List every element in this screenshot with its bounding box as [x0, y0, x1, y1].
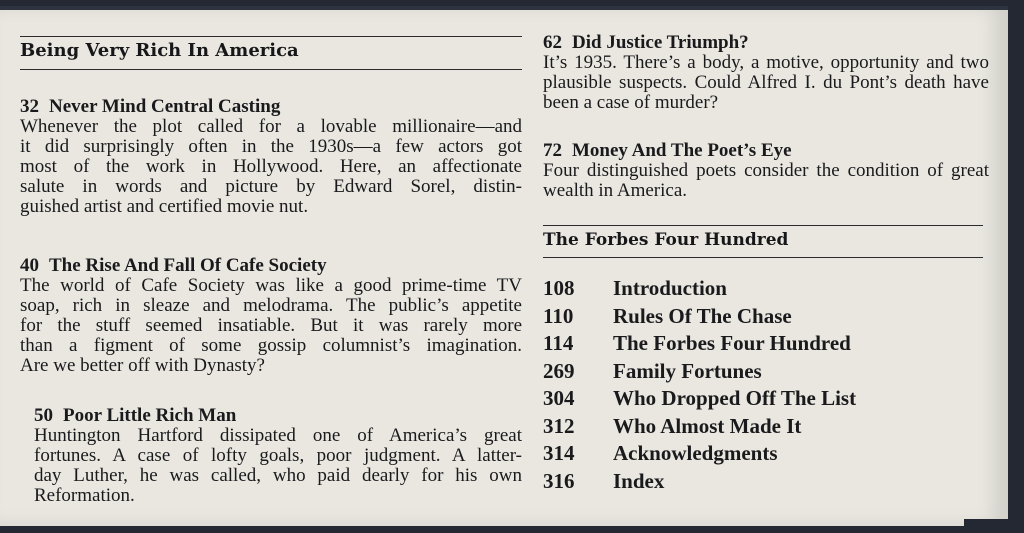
article-page-number: 72 [543, 140, 562, 161]
article-title [543, 33, 989, 53]
article-text-line: Reformation. [34, 485, 135, 506]
toc-row [543, 358, 762, 384]
toc-row [543, 275, 727, 301]
toc-title: Who Dropped Off The List [613, 386, 857, 410]
article-text-line: for the stuff seemed insatiable. But it was rarely more [20, 315, 522, 336]
toc-page-number: 314 [543, 441, 575, 465]
magazine-page [0, 6, 1008, 526]
toc-page-number: 316 [543, 469, 575, 493]
article-40 [20, 256, 522, 376]
article-text-line: fortunes. A case of lofty goals, poor judgment. A latter- [34, 445, 522, 466]
toc-row [543, 303, 792, 329]
toc-page-number: 304 [543, 386, 575, 410]
article-text-line: than a figment of some gossip columnist’s imagination. [20, 335, 522, 356]
article-text-line: Are we better off with Dynasty? [20, 355, 265, 376]
article-page-number: 50 [34, 405, 53, 426]
top-border [0, 6, 1008, 10]
toc-page-number: 114 [543, 331, 574, 355]
section-title-forbes-400: The Forbes Four Hundred [543, 230, 789, 250]
section-title-being-very-rich: Being Very Rich In America [20, 40, 299, 61]
article-title [20, 256, 522, 276]
article-62 [543, 33, 989, 113]
article-page-number: 62 [543, 32, 562, 53]
section-rule-top [20, 36, 522, 37]
article-text-line: most of the work in Hollywood. Here, an affectionate [20, 156, 522, 177]
article-72 [543, 141, 989, 201]
article-50 [34, 406, 522, 506]
article-text-line: it did surprisingly often in the 1930s—a few actors got [20, 136, 522, 157]
article-text-line: guished artist and certified movie nut. [20, 196, 309, 217]
toc-row [543, 330, 851, 356]
article-title [34, 406, 522, 426]
article-title [20, 97, 522, 117]
toc-page-number: 110 [543, 304, 574, 328]
article-text-line: soap, rich in sleaze and melodrama. The public’s appetite [20, 295, 522, 316]
article-text-line: wealth in America. [543, 180, 688, 201]
toc-title: The Forbes Four Hundred [613, 331, 851, 355]
article-heading: Money And The Poet’s Eye [572, 140, 792, 161]
toc-title: Who Almost Made It [613, 414, 802, 438]
article-heading: Never Mind Central Casting [49, 96, 281, 117]
toc-title: Acknowledgments [613, 441, 778, 465]
article-text-line: been a case of murder? [543, 92, 719, 113]
section-rule-top [543, 225, 983, 226]
section-rule-bottom [543, 257, 983, 258]
toc-page-number: 312 [543, 414, 575, 438]
article-text-line: salute in words and picture by Edward Sorel, distin- [20, 176, 522, 197]
section-rule-bottom [20, 69, 522, 70]
article-text-line: Four distinguished poets consider the condition of great [543, 160, 989, 181]
article-title [543, 141, 989, 161]
toc-title: Rules Of The Chase [613, 304, 792, 328]
toc-title: Introduction [613, 276, 727, 300]
article-text-line: The world of Cafe Society was like a good prime-time TV [20, 275, 522, 296]
article-heading: Did Justice Triumph? [572, 32, 749, 53]
article-heading: Poor Little Rich Man [63, 405, 237, 426]
toc-page-number: 269 [543, 359, 575, 383]
article-32 [20, 97, 522, 217]
toc-row [543, 413, 801, 439]
toc-title: Index [613, 469, 665, 493]
page-edge-shadow [964, 519, 1024, 533]
article-text-line: Huntington Hartford dissipated one of America’s great [34, 425, 522, 446]
toc-row [543, 385, 856, 411]
article-text-line: Whenever the plot called for a lovable millionaire—and [20, 116, 522, 137]
toc-page-number: 108 [543, 276, 575, 300]
toc-row [543, 440, 778, 466]
toc-title: Family Fortunes [613, 359, 762, 383]
article-heading: The Rise And Fall Of Cafe Society [49, 255, 327, 276]
article-text-line: plausible suspects. Could Alfred I. du Pont’s death have [543, 72, 989, 93]
article-page-number: 32 [20, 96, 39, 117]
article-text-line: It’s 1935. There’s a body, a motive, opportunity and two [543, 52, 989, 73]
article-text-line: day Luther, he was called, who paid dearly for his own [34, 465, 522, 486]
toc-row [543, 468, 664, 494]
article-page-number: 40 [20, 255, 39, 276]
